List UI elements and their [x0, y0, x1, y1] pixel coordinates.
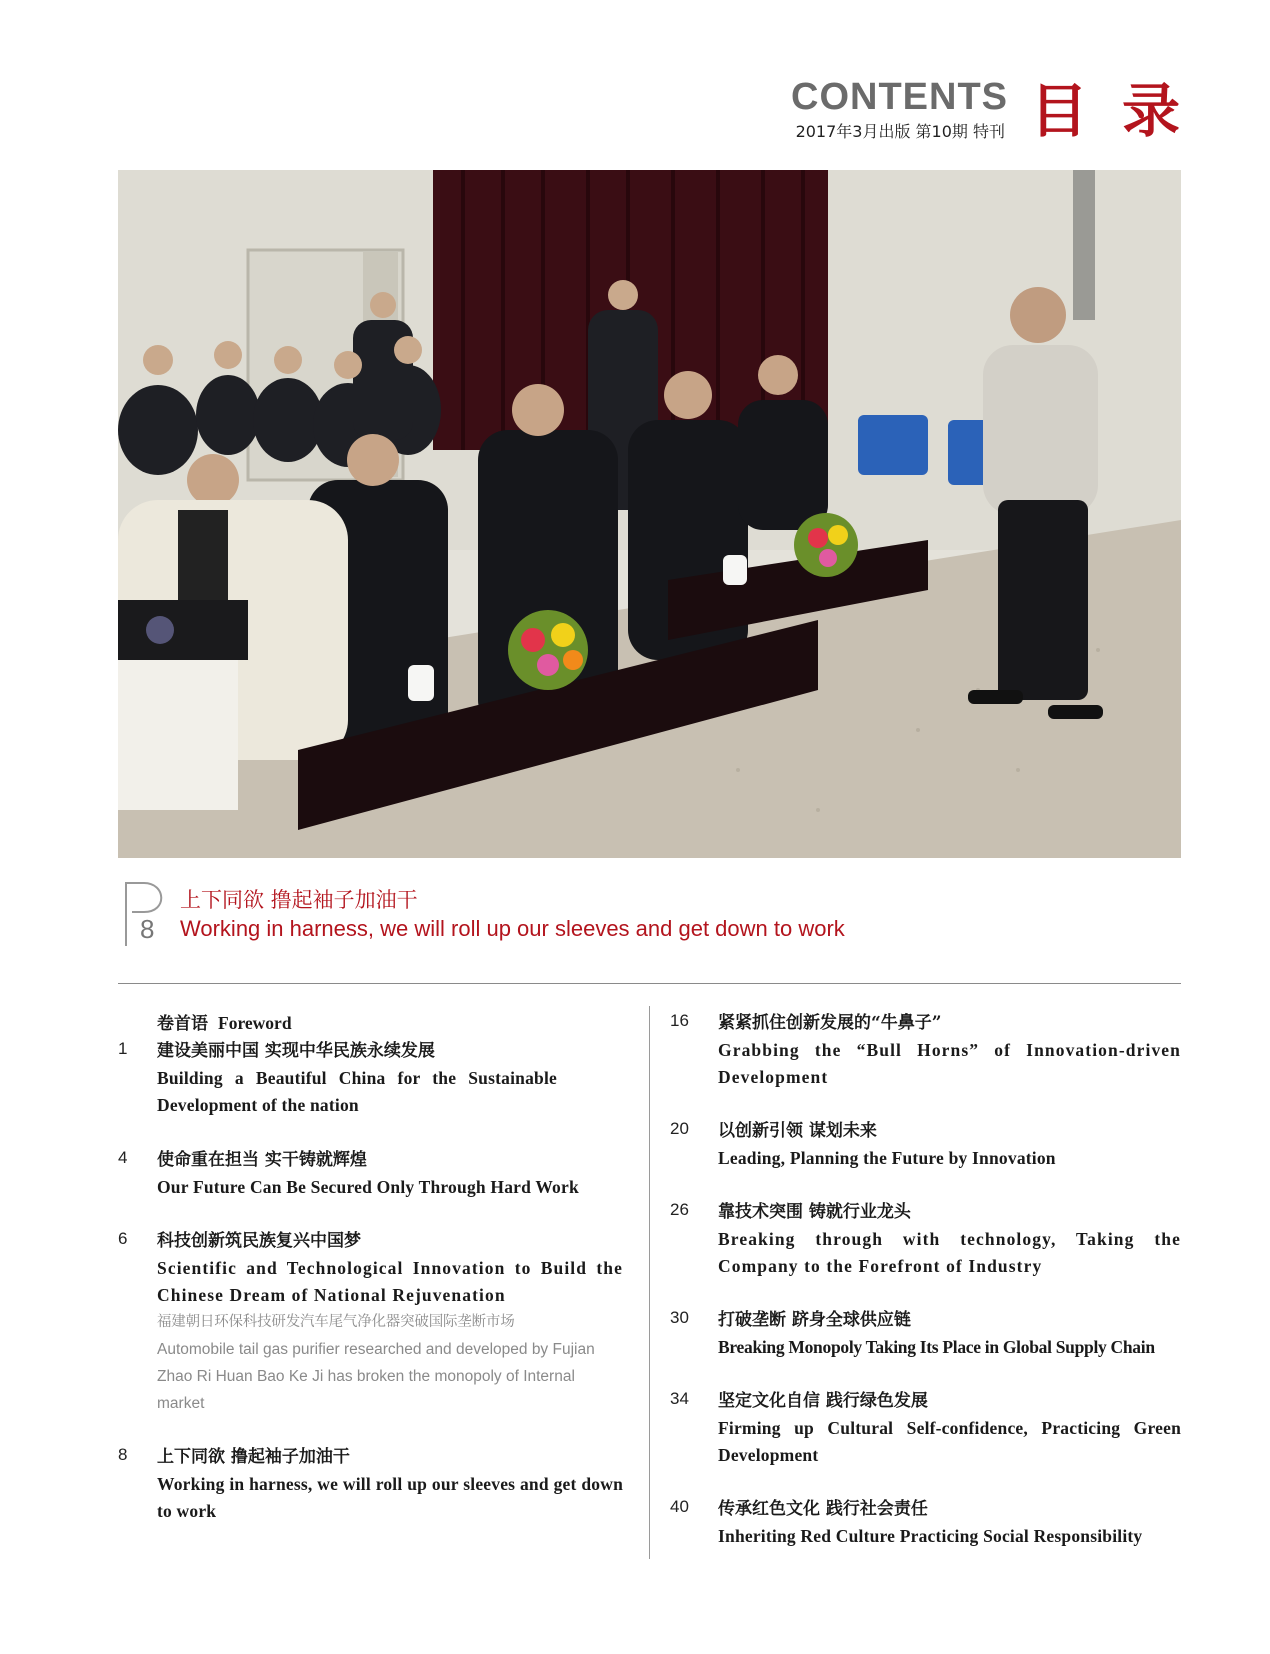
entry-title-cn: 建设美丽中国 实现中华民族永续发展: [157, 1041, 435, 1061]
divider: [118, 983, 1181, 984]
toc-entry[interactable]: [670, 1388, 1181, 1469]
foreword-en: Foreword: [218, 1013, 292, 1033]
toc-right-column: [670, 1010, 1181, 1550]
featured-title-cn: 上下同欲 撸起袖子加油干: [180, 888, 418, 912]
contents-title-en: CONTENTS: [791, 76, 1008, 118]
meeting-photo-illustration: [118, 170, 1181, 858]
entry-title-cn: 上下同欲 撸起袖子加油干: [157, 1447, 350, 1467]
entry-title-cn: 紧紧抓住创新发展的“牛鼻子”: [718, 1013, 942, 1033]
entry-title-en: Leading, Planning the Future by Innovation: [718, 1148, 1056, 1168]
toc-entry[interactable]: [670, 1010, 1181, 1091]
entry-page: 40: [670, 1497, 689, 1516]
entry-title-cn: 靠技术突围 铸就行业龙头: [718, 1202, 911, 1222]
toc-entry[interactable]: [670, 1118, 1181, 1172]
toc-entry[interactable]: [118, 1038, 623, 1119]
entry-page: 30: [670, 1308, 689, 1327]
featured-page-number: 8: [140, 914, 155, 944]
entry-subtitle-en: Automobile tail gas purifier researched and developed by Fujian Zhao Ri Huan Bao Ke Ji has broken the monopoly of Internal market: [157, 1341, 595, 1412]
entry-title-cn: 传承红色文化 践行社会责任: [718, 1499, 928, 1519]
featured-article[interactable]: [122, 880, 1022, 950]
toc-entry[interactable]: [670, 1307, 1181, 1361]
toc-entry[interactable]: [118, 1147, 623, 1201]
toc-entry[interactable]: [118, 1444, 623, 1525]
entry-title-en: Scientific and Technological Innovation to Build the Chinese Dream of National Rejuvenation: [157, 1258, 623, 1305]
issue-info: 2017年3月出版 第10期 特刊: [795, 122, 1005, 141]
featured-title-en: Working in harness, we will roll up our sleeves and get down to work: [180, 916, 845, 941]
entry-title-en: Breaking through with technology, Taking the Company to the Forefront of Industry: [718, 1229, 1181, 1276]
entry-title-en: Grabbing the “Bull Horns” of Innovation-driven Development: [718, 1040, 1181, 1087]
toc-left-column: [118, 1010, 623, 1525]
entry-title-en: Breaking Monopoly Taking Its Place in Global Supply Chain: [718, 1337, 1155, 1357]
meeting-photo: [118, 170, 1181, 858]
entry-title-cn: 科技创新筑民族复兴中国梦: [157, 1231, 361, 1251]
entry-page: 8: [118, 1445, 128, 1464]
entry-page: 16: [670, 1011, 689, 1030]
entry-page: 34: [670, 1389, 689, 1408]
foreword-cn: 卷首语: [157, 1014, 208, 1034]
entry-title-en: Firming up Cultural Self-confidence, Practicing Green Development: [718, 1418, 1181, 1465]
entry-page: 6: [118, 1229, 128, 1248]
entry-page: 20: [670, 1119, 689, 1138]
contents-title-cn: 目录: [1030, 77, 1215, 145]
entry-title-cn: 以创新引领 谋划未来: [718, 1121, 877, 1141]
toc-entry[interactable]: [118, 1228, 623, 1417]
foreword-entry[interactable]: [118, 1010, 623, 1038]
entry-page: 26: [670, 1200, 689, 1219]
entry-page: 4: [118, 1148, 128, 1167]
toc-entry[interactable]: [670, 1496, 1181, 1550]
entry-title-en: Building a Beautiful China for the Sustainable Development of the nation: [157, 1068, 557, 1115]
entry-title-cn: 打破垄断 跻身全球供应链: [718, 1310, 911, 1330]
entry-title-en: Working in harness, we will roll up our sleeves and get down to work: [157, 1474, 623, 1521]
entry-title-en: Our Future Can Be Secured Only Through Hard Work: [157, 1177, 579, 1197]
entry-title-en: Inheriting Red Culture Practicing Social Responsibility: [718, 1526, 1143, 1546]
entry-subtitle-cn: 福建朝日环保科技研发汽车尾气净化器突破国际垄断市场: [157, 1314, 515, 1330]
entry-page: 1: [118, 1039, 128, 1058]
column-divider: [649, 1006, 650, 1559]
entry-title-cn: 坚定文化自信 践行绿色发展: [718, 1391, 928, 1411]
toc-entry[interactable]: [670, 1199, 1181, 1280]
entry-title-cn: 使命重在担当 实干铸就辉煌: [157, 1150, 367, 1170]
